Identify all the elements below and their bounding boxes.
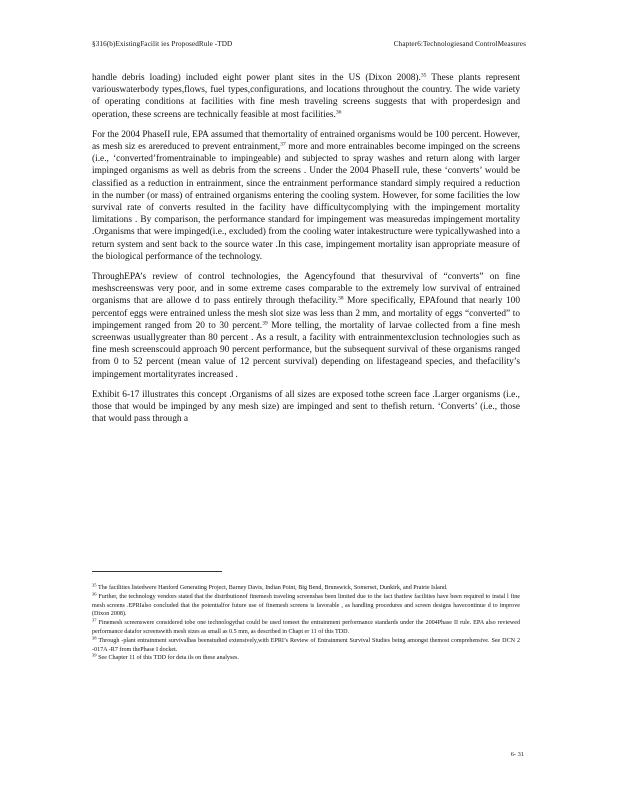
footnote-text: The facilities listedwere Hanford Generating Project, Barney Davis, Indian Point, Big Bend, Brunswick, Somerset, Dunkirk, and Prairie Island. [98, 585, 448, 591]
paragraph-1 [92, 72, 520, 121]
page-number: 6- 31 [510, 751, 524, 758]
paragraph-4 [92, 389, 520, 426]
footnote-number: 38 [92, 635, 97, 641]
body-text [92, 72, 520, 433]
footnote [92, 584, 520, 593]
footnote [92, 593, 520, 619]
header-right: Chapter6:Technologiesand ControlMeasures [393, 40, 526, 48]
footnote-separator [92, 571, 222, 572]
paragraph-text: ThroughEPA’s review of control technologies, the Agencyfound that thesurvival of “converts” on fine meshscreenswas very poor, and in some extreme cases comparable to the extremely low survival of entrained organisms that are allowe d to pass entirely through thefacility. [92, 272, 520, 307]
running-header [92, 40, 526, 48]
footnote-text: Through -plant entrainment survivalhas beenstudied extensively,with EPRI’s Review of Entrainment Survival Studies being amongst themost comprehensive. See DCN 2 -017A -R7 from thePhase I docket. [92, 637, 520, 653]
paragraph-text: handle debris loading) included eight power plant sites in the US (Dixon 2008). [92, 73, 421, 83]
footnote-text: Further, the technology vendors stated that the distributionof finemesh traveling screenshas been limited due to the fact thatfew facilities have been required to instal l fine mesh screens .EPRIalso concluded that the potentialfor future use of finemesh screens is favorable , as handling procedures and screen designs havecontinue d to improve (Dixon 2008). [92, 593, 520, 618]
paragraph-3 [92, 271, 520, 381]
header-left: §316(b)ExistingFacilit ies ProposedRule -TDD [92, 40, 233, 48]
paragraph-text: These plants represent variouswaterbody types,flows, fuel types,configurations, and locations throughout the country. The wide variety of operating conditions at facilities with fine mesh traveling screens suggests that with properdesign and operation, these screens are technically feasible at most facilities. [92, 73, 520, 120]
paragraph-text: More telling, the mortality of larvae collected from a fine mesh screenwas usuallygreater than 80 percent . As a result, a facility with entrainmentexclusion technologies such as fine mesh screenscould approach 90 percent performance, but the subsequent survival of these organisms ranged from 0 to 52 percent (mean value of 12 percent survival) depending on lifestageand species, and thefacility’s impingement mortalityrates increased . [92, 320, 520, 380]
footnote-text: Finemesh screenswere considered tobe one technologythat could be used tomeet the entrainment performance standards under the 2004Phase II rule. EPA also reviewed performance datafor screenswith mesh sizes as small as 0.5 mm, as described in Chapt er 11 of this TDD. [92, 620, 521, 635]
paragraph-text: For the 2004 PhaseII rule, EPA assumed that themortality of entrained organisms would be 100 percent. However, as mesh siz es arereduced to prevent entrainment, [92, 129, 520, 153]
footnote-number: 36 [92, 591, 97, 597]
footnote-number: 37 [92, 617, 97, 623]
footnote-ref: 38 [337, 295, 344, 302]
paragraph-text: Exhibit 6-17 illustrates this concept .Organisms of all sizes are exposed tothe screen face .Larger organisms (i.e., those that would be impinged by any mesh size) are impinged and sent to thefish return. ‘Converts’ (i.e., those that would pass through a [92, 389, 520, 425]
paragraph-text: more and more entrainables become impinged on the screens (i.e., ‘converted’fromentrainable to impingeable) and subjected to spray washes and return along with larger impinged organisms as well as debris from the screens . Under the 2004 PhaseII rule, these ‘converts’ would be classified as a reduction in entrainment, since the entrainment performance standard simply required a reduction in the number (or mass) of entrained organisms entering the cooling system. However, for some facilities the low survival rate of converts resulted in the facility have difficultycomplying with the impingement mortality limitations . By comparison, the performance standard for impingement was measuredas impingement mortality .Organisms that were impinged(i.e., excluded) from the cooling water intakestructure were typicallywashed into a return system and sent back to the source water .In this case, impingement mortality isan appropriate measure of the biological performance of the technology. [92, 142, 520, 262]
footnote [92, 619, 520, 637]
footnote-text: See Chapter 11 of this TDD for deta ils on these analyses. [98, 655, 239, 662]
footnote-number: 35 [92, 582, 97, 588]
footnote-ref: 36 [335, 109, 342, 116]
footnote-ref: 37 [280, 141, 286, 148]
footnote [92, 637, 520, 655]
footnote-ref: 39 [262, 320, 268, 327]
paragraph-text: More specifically, EPAfound that nearly 100 percentof eggs were entrained unless the mesh slot size was less than 2 mm, and mortality of eggs “converted” to impingement ranged from 20 to 30 percent. [92, 296, 520, 331]
footnotes [92, 584, 520, 663]
footnote-number: 39 [92, 652, 97, 658]
paragraph-2 [92, 129, 520, 263]
footnote-ref: 35 [420, 72, 427, 79]
footnote [92, 654, 520, 663]
